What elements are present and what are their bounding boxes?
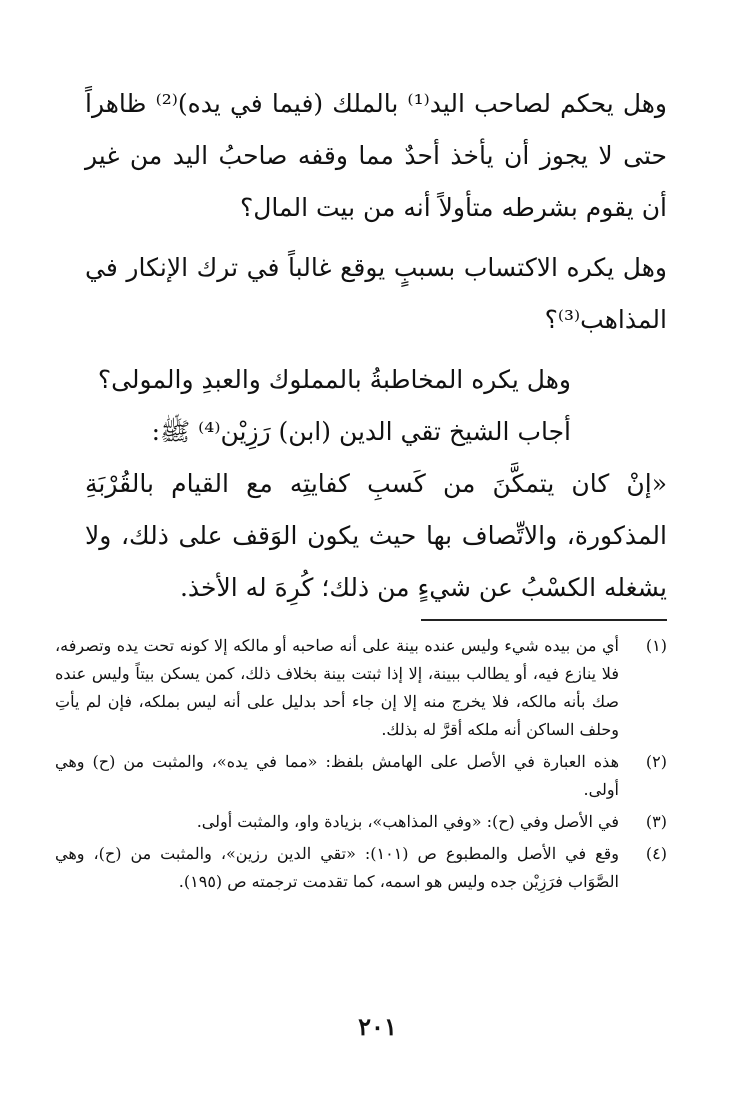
question-paragraph-3: وهل يكره المخاطبةُ بالمملوك والعبدِ والمولى؟: [97, 365, 571, 394]
footnote-3: [55, 808, 667, 836]
footnote-text: هذه العبارة في الأصل على الهامش بلفظ: «مما في يده»، والمثبت من (ح) وهي أولى.: [55, 752, 619, 799]
question-paragraph-1: وهل يحكم لصاحب اليد⁽¹⁾ بالملك (فيما في يده)⁽²⁾ ظاهراً حتى لا يجوز أن يأخذ أحدٌ مما وقفه صاحبُ اليد من غير أن يقوم بشرطه متأولاً أنه من بيت المال؟: [85, 89, 668, 222]
question-paragraph-2: وهل يكره الاكتساب بسببٍ يوقع غالباً في ترك الإنكار في المذاهب⁽³⁾؟: [85, 253, 667, 334]
footnote-number: (٤): [645, 844, 667, 863]
footnote-number: (٣): [645, 812, 667, 831]
footnote-text: وقع في الأصل والمطبوع ص (١٠١): «تقي الدين رزين»، والمثبت من (ح)، وهي الصَّوَاب فرَزِيْن جده وليس هو اسمه، كما تقدمت ترجمته ص (١٩٥).: [55, 844, 620, 891]
footnote-1: [55, 632, 667, 744]
footnote-number: (١): [645, 636, 667, 655]
footnote-divider: [421, 619, 667, 621]
footnote-2: [55, 748, 667, 804]
footnotes: [55, 632, 667, 900]
main-text: [85, 78, 667, 614]
page-number: ٢٠١: [358, 1012, 397, 1041]
footnote-text: في الأصل وفي (ح): «وفي المذاهب»، بزيادة واو، والمثبت أولى.: [196, 812, 619, 831]
footnote-text: أي من بيده شيء وليس عنده بينة على أنه صاحبه أو مالكه إلا كونه تحت يده وتصرفه، فلا ينازع فيه، أو يطالب ببينة، إلا إذا ثبتت بينة بخلاف ذلك، كمن يسكن بيتاً وليس عنده صك بأنه مالكه، فلا يخرج منه إلا إن جاء أحد بدليل على أنه ليس بملكه، فإن لم يأتِ وحلف الساكن أنه ملكه أقرَّ له بذلك.: [55, 636, 619, 739]
answer-paragraph: «إنْ كان يتمكَّنَ من كَسبِ كفايتِه مع القيام بالقُرْبَةِ المذكورة، والاتِّصاف بها حيث يكون الوَقف على ذلك، ولا يشغله الكسْبُ عن شيءٍ من ذلك؛ كُرِهَ له الأخذ.: [85, 469, 667, 602]
answer-heading: أجاب الشيخ تقي الدين (ابن) رَزِيْن⁽⁴⁾ ﷺ:: [151, 417, 571, 446]
footnote-number: (٢): [645, 752, 667, 771]
footnote-4: [55, 840, 667, 896]
